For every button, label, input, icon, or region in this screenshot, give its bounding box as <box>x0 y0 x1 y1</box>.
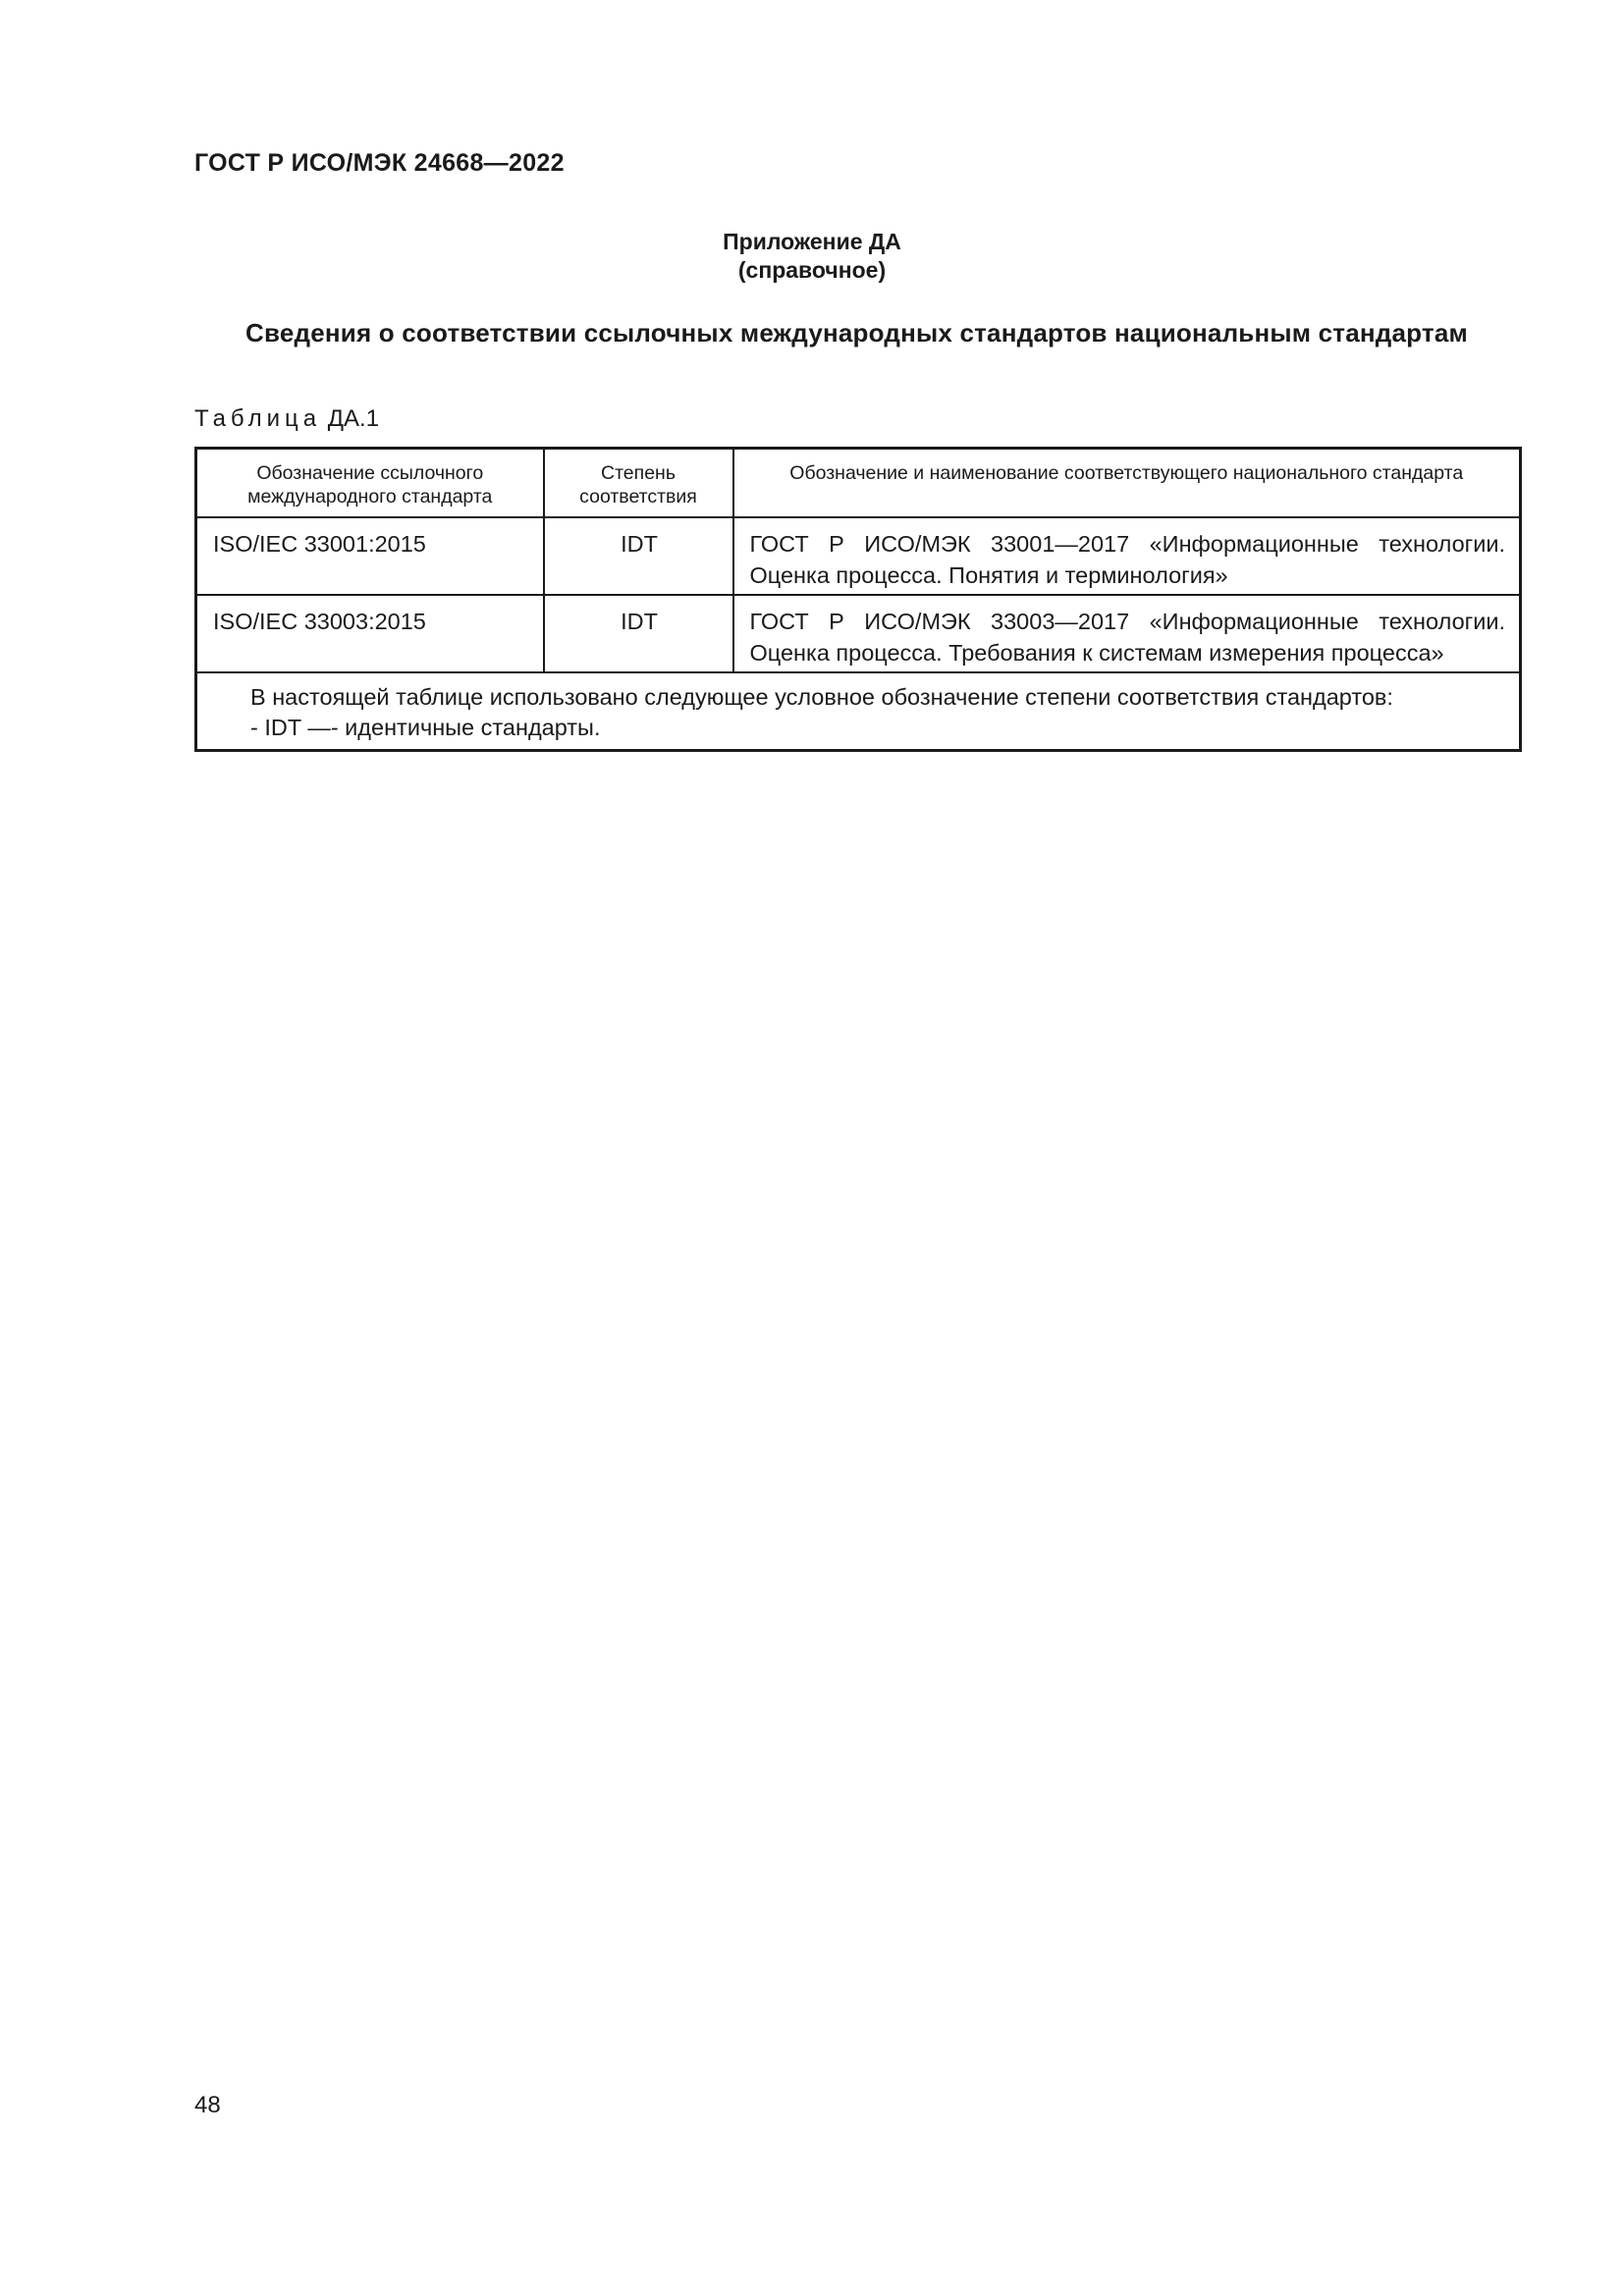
table-row <box>196 517 1521 595</box>
page-number: 48 <box>194 2092 221 2118</box>
column-header-degree: Степень соответствия <box>544 449 733 517</box>
cell-international-standard: ISO/IEC 33001:2015 <box>196 517 544 595</box>
annex-label: Приложение ДА <box>723 229 901 254</box>
table-note-line-1: В настоящей таблице использовано следующее условное обозначение степени соответствия стандартов: <box>250 683 1393 710</box>
annex-type: (справочное) <box>737 257 887 283</box>
cell-national-standard: ГОСТ Р ИСО/МЭК 33001—2017 «Информационные технологии. Оценка процесса. Понятия и терминология» <box>733 517 1521 595</box>
table-caption-word: Таблица <box>194 405 322 432</box>
table-note-row <box>196 672 1521 751</box>
column-header-international: Обозначение ссылочного международного стандарта <box>196 449 544 517</box>
cell-national-standard: ГОСТ Р ИСО/МЭК 33003—2017 «Информационные технологии. Оценка процесса. Требования к системам измерения процесса» <box>733 595 1521 672</box>
annex-title: Сведения о соответствии ссылочных международных стандартов национальным стандартам <box>245 318 1468 347</box>
column-header-national: Обозначение и наименование соответствующего национального стандарта <box>733 449 1521 517</box>
annex-heading <box>0 228 1624 285</box>
cell-degree: IDT <box>544 595 733 672</box>
correspondence-table <box>194 447 1522 752</box>
table-caption-number: ДА.1 <box>327 405 380 432</box>
table-note-line-2: - IDT —- идентичные стандарты. <box>250 714 601 740</box>
cell-international-standard: ISO/IEC 33003:2015 <box>196 595 544 672</box>
cell-degree: IDT <box>544 517 733 595</box>
table-caption <box>194 405 379 433</box>
document-header: ГОСТ Р ИСО/МЭК 24668—2022 <box>194 149 565 177</box>
table-header-row <box>196 449 1521 517</box>
table-row <box>196 595 1521 672</box>
table-note <box>196 672 1521 751</box>
